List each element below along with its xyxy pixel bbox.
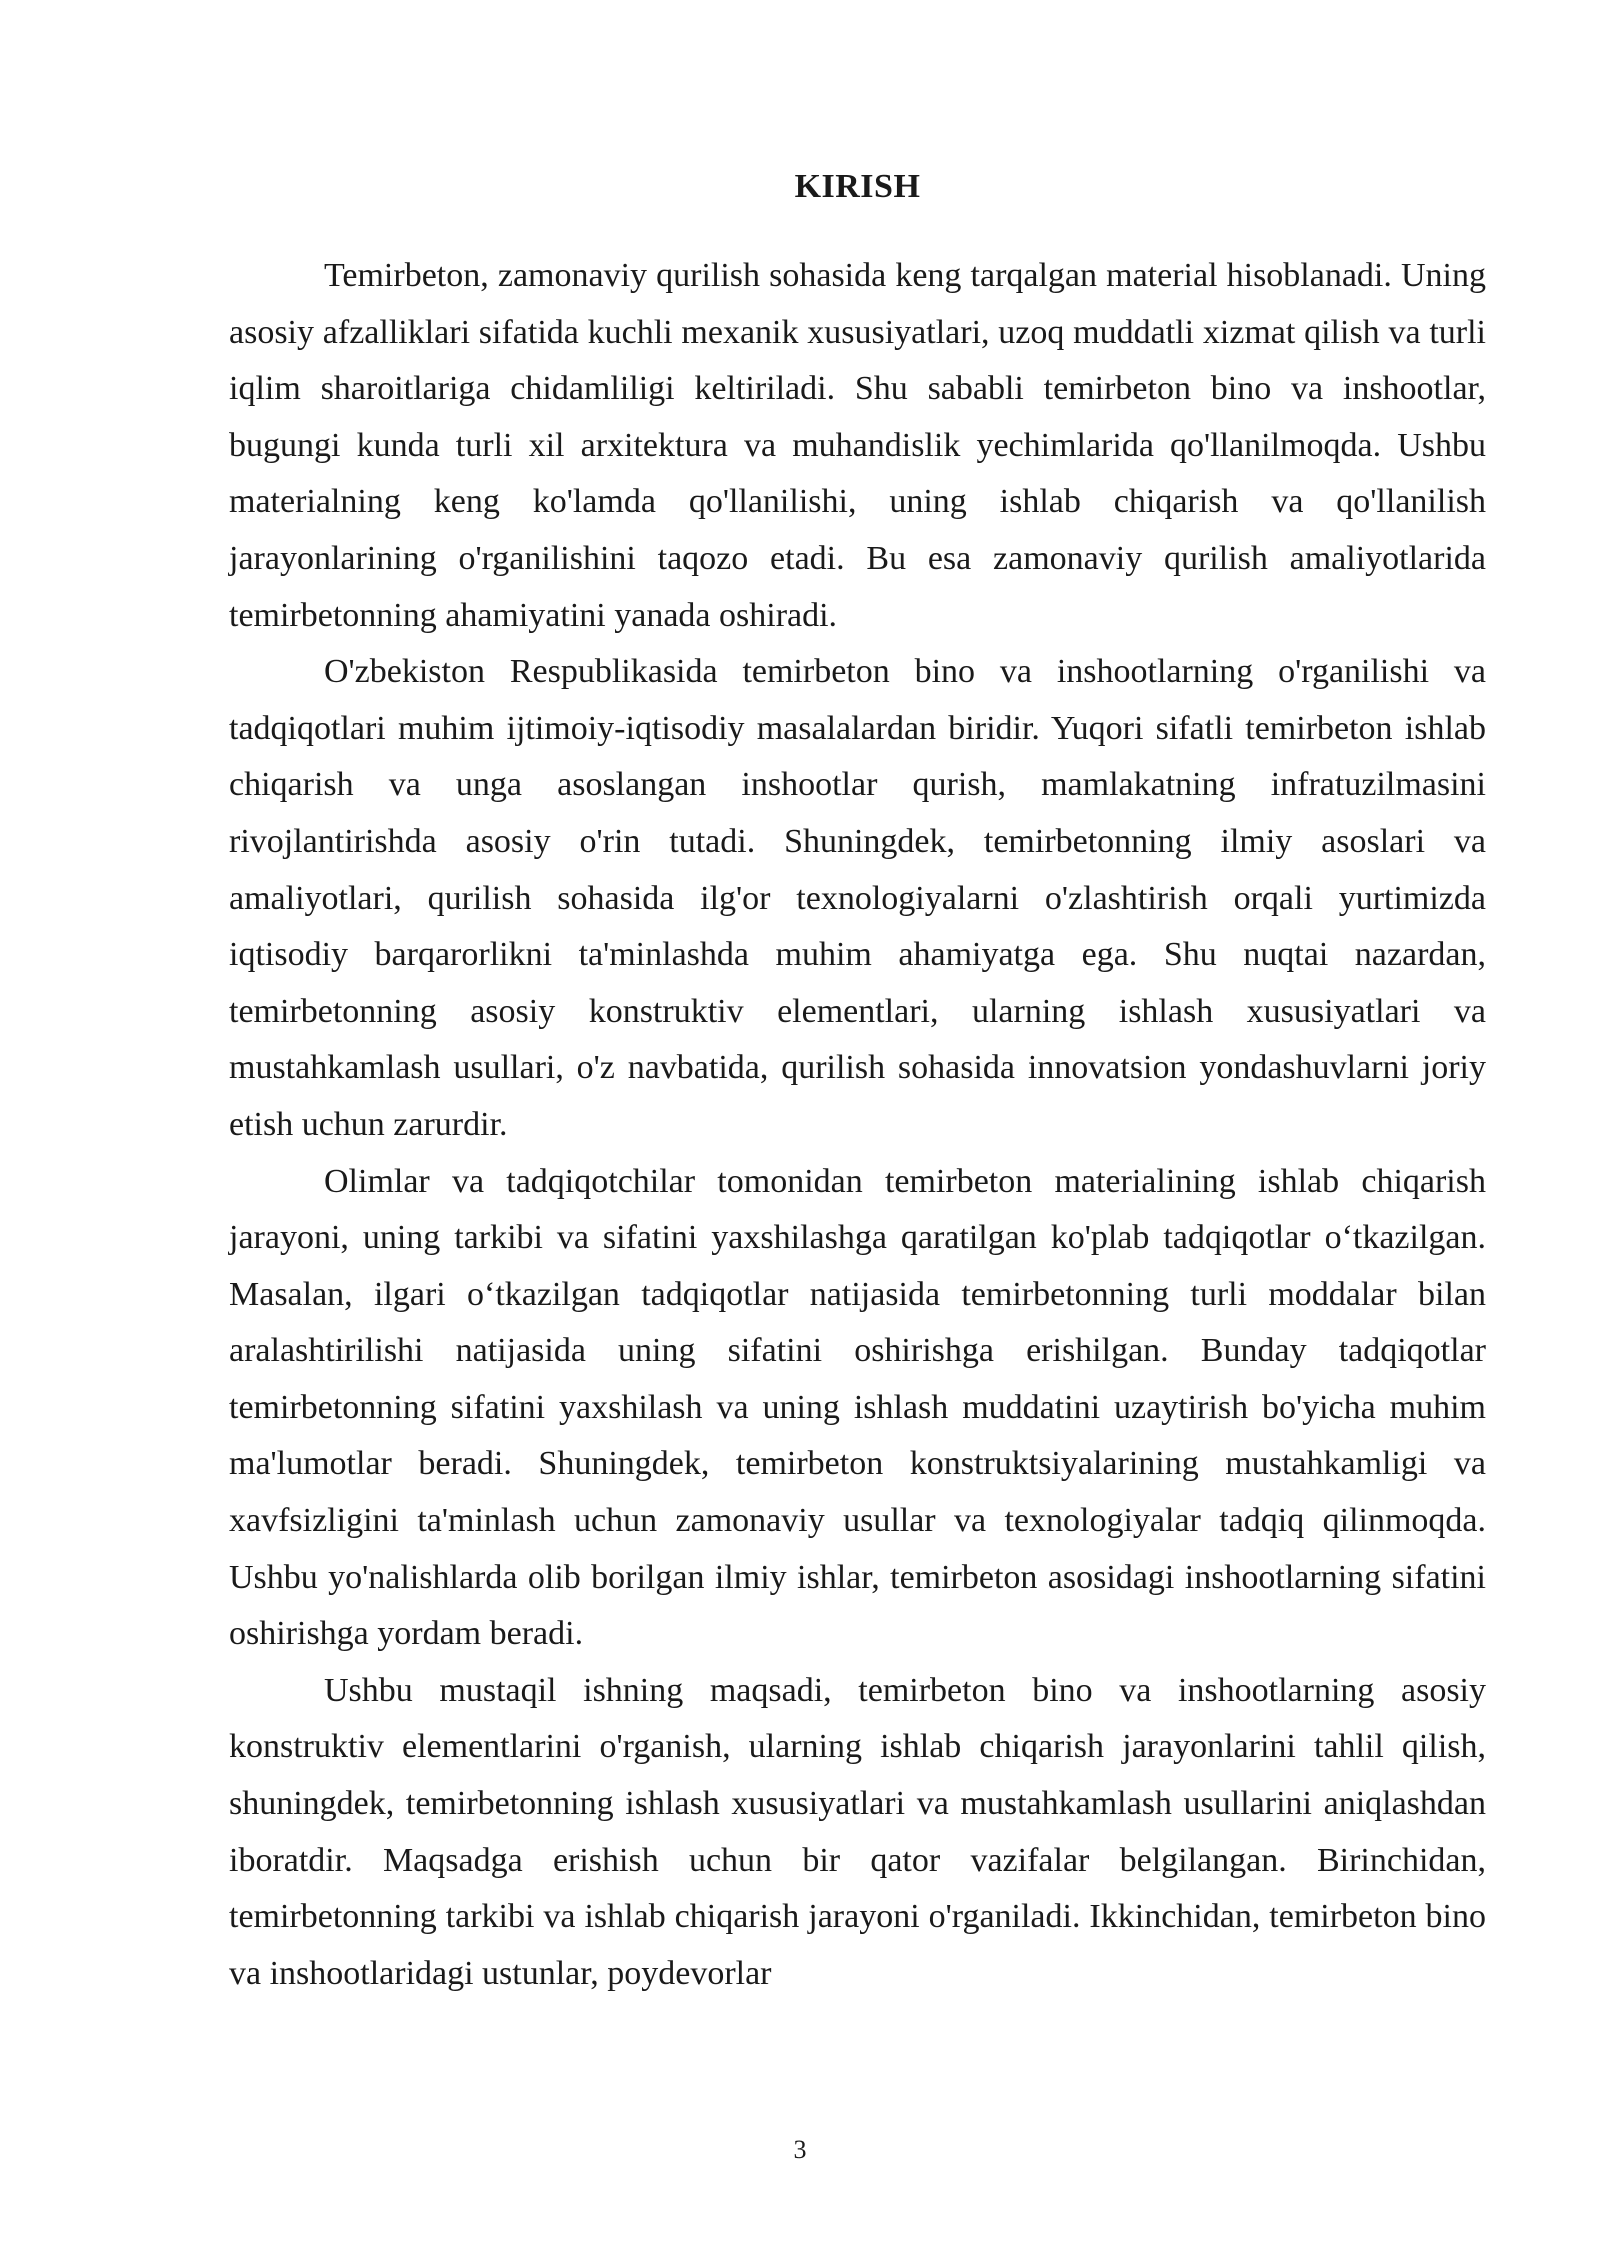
page-number: 3 [793, 2135, 807, 2164]
body-text [229, 248, 1486, 2002]
page-title: KIRISH [794, 168, 921, 205]
paragraph-4: Ushbu mustaqil ishning maqsadi, temirbeton bino va inshootlarning asosiy konstruktiv elementlarini o'rganish, ularning ishlab chiqarish jarayonlarini tahlil qilish, shuningdek, temirbetonning ishlash xususiyatlari va mustahkamlash usullarini aniqlashdan iboratdir. Maqsadga erishish uchun bir qator vazifalar belgilangan. Birinchidan, temirbetonning tarkibi va ishlab chiqarish jarayoni o'rganiladi. Ikkinchidan, temirbeton bino va inshootlaridagi ustunlar, poydevorlar [229, 1671, 1486, 1992]
paragraph-2: O'zbekiston Respublikasida temirbeton bino va inshootlarning o'rganilishi va tadqiqotlari muhim ijtimoiy-iqtisodiy masalalardan biridir. Yuqori sifatli temirbeton ishlab chiqarish va unga asoslangan inshootlar qurish, mamlakatning infratuzilmasini rivojlantirishda asosiy o'rin tutadi. Shuningdek, temirbetonning ilmiy asoslari va amaliyotlari, qurilish sohasida ilg'or texnologiyalarni o'zlashtirish orqali yurtimizda iqtisodiy barqarorlikni ta'minlashda muhim ahamiyatga ega. Shu nuqtai nazardan, temirbetonning asosiy konstruktiv elementlari, ularning ishlash xususiyatlari va mustahkamlash usullari, o'z navbatida, qurilish sohasida innovatsion yondashuvlarni joriy etish uchun zarurdir. [229, 653, 1486, 1143]
paragraph-3: Olimlar va tadqiqotchilar tomonidan temirbeton materialining ishlab chiqarish jarayoni, uning tarkibi va sifatini yaxshilashga qaratilgan ko'plab tadqiqotlar o‘tkazilgan. Masalan, ilgari o‘tkazilgan tadqiqotlar natijasida temirbetonning turli moddalar bilan aralashtirilishi natijasida uning sifatini oshirishga erishilgan. Bunday tadqiqotlar temirbetonning sifatini yaxshilash va uning ishlash muddatini uzaytirish bo'yicha muhim ma'lumotlar beradi. Shuningdek, temirbeton konstruktsiyalarining mustahkamligi va xavfsizligini ta'minlash uchun zamonaviy usullar va texnologiyalar tadqiq qilinmoqda. Ushbu yo'nalishlarda olib borilgan ilmiy ishlar, temirbeton asosidagi inshootlarning sifatini oshirishga yordam beradi. [229, 1162, 1486, 1653]
paragraph-1: Temirbeton, zamonaviy qurilish sohasida keng tarqalgan material hisoblanadi. Uning asosiy afzalliklari sifatida kuchli mexanik xususiyatlari, uzoq muddatli xizmat qilish va turli iqlim sharoitlariga chidamliligi keltiriladi. Shu sababli temirbeton bino va inshootlar, bugungi kunda turli xil arxitektura va muhandislik yechimlarida qo'llanilmoqda. Ushbu materialning keng ko'lamda qo'llanilishi, uning ishlab chiqarish va qo'llanilish jarayonlarining o'rganilishini taqozo etadi. Bu esa zamonaviy qurilish amaliyotlarida temirbetonning ahamiyatini yanada oshiradi. [229, 257, 1486, 634]
